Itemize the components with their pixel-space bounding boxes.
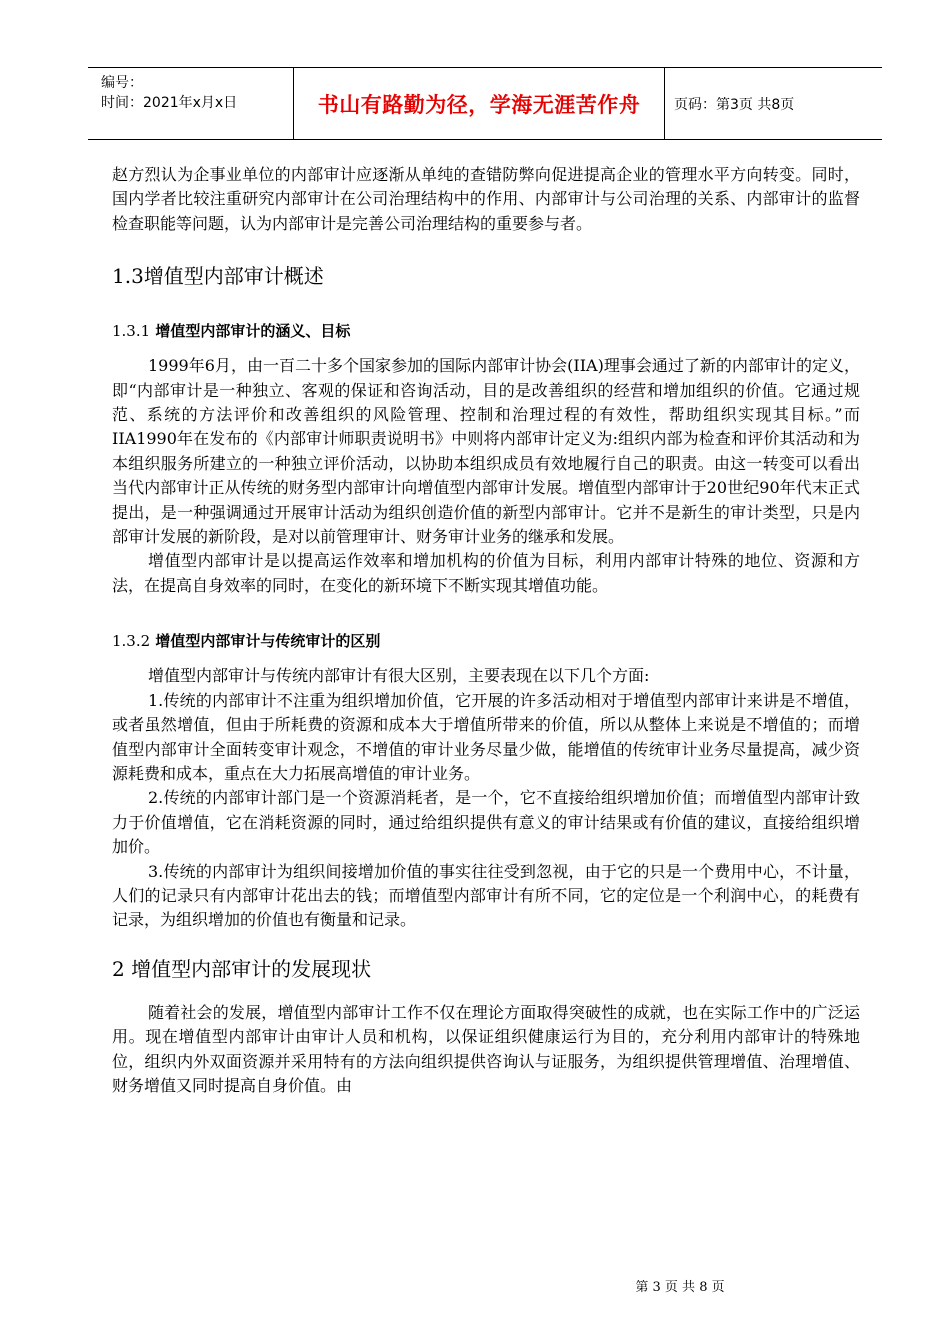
paragraph-value-added-goal: 增值型内部审计是以提高运作效率和增加机构的价值为目标，利用内部审计特殊的地位、资源和方法，在提高自身效率的同时，在变化的新环境下不断实现其增值功能。 — [112, 551, 860, 595]
header-meta — [88, 68, 293, 139]
section-number: 1.3 — [112, 264, 144, 289]
section-title: 增值型内部审计概述 — [143, 264, 324, 289]
paragraph-difference-1: 1.传统的内部审计不注重为组织增加价值，它开展的许多活动相对于增值型内部审计来讲是不增值，或者虽然增值，但由于所耗费的资源和成本大于增值所带来的价值，所以从整体上来说是不增值的；而增值型内部审计全面转变审计观念，不增值的审计业务尽量少做，能增值的传统审计业务尽量提高，减少资源耗费和成本，重点在大力拓展高增值的审计业务。 — [112, 690, 860, 783]
section-title: 增值型内部审计的涵义、目标 — [155, 322, 351, 341]
section-number: 1.3.1 — [112, 322, 151, 341]
header-motto: 书山有路勤为径，学海无涯苦作舟 — [293, 68, 665, 139]
section-number: 2 — [112, 956, 125, 981]
paragraph-difference-2: 2.传统的内部审计部门是一个资源消耗者，是一个，它不直接给组织增加价值；而增值型内部审计致力于价值增值，它在消耗资源的同时，通过给组织提供有意义的审计结果或有价值的建议，直接给组织增加价。 — [112, 788, 860, 857]
section-title: 增值型内部审计的发展现状 — [131, 956, 372, 981]
header-page-info: 页码：第3页 共8页 — [674, 96, 795, 113]
section-number: 1.3.2 — [112, 632, 151, 651]
page-footer: 第 3 页 共 8 页 — [635, 1280, 725, 1295]
section-heading-1-3-2 — [112, 630, 860, 652]
paragraph-differences-intro: 增值型内部审计与传统内部审计有很大区别，主要表现在以下几个方面: — [148, 666, 650, 686]
paragraph-intro: 赵方烈认为企事业单位的内部审计应逐渐从单纯的查错防弊向促进提高企业的管理水平方向转变。同时，国内学者比较注重研究内部审计在公司治理结构中的作用、内部审计与公司治理的关系、内部审计的监督检查职能等问题，认为内部审计是完善公司治理结构的重要参与者。 — [112, 165, 860, 233]
section-heading-2 — [112, 955, 860, 983]
document-number-label: 编号： — [101, 75, 143, 91]
section-heading-1-3-1 — [112, 320, 860, 342]
section-heading-1-3 — [112, 262, 860, 290]
page-header — [88, 67, 882, 140]
paragraph-iia-definition: 1999年6月，由一百二十多个国家参加的国际内部审计协会(IIA)理事会通过了新的内部审计的定义，即“内部审计是一种独立、客观的保证和咨询活动，目的是改善组织的经营和增加组织的价值。它通过规范、系统的方法评价和改善组织的风险管理、控制和治理过程的有效性，帮助组织实现其目标。”而IIA1990年在发布的《内部审计师职责说明书》中则将内部审计定义为:组织内部为检查和评价其活动和为本组织服务所建立的一种独立评价活动，以协助本组织成员有效地履行自己的职责。由这一转变可以看出当代内部审计正从传统的财务型内部审计向增值型内部审计发展。增值型内部审计于20世纪90年代末正式提出，是一种强调通过开展审计活动为组织创造价值的新型内部审计。它并不是新生的审计类型，只是内部审计发展的新阶段，是对以前管理审计、财务审计业务的继承和发展。 — [112, 356, 860, 547]
paragraph-difference-3: 3.传统的内部审计为组织间接增加价值的事实往往受到忽视，由于它的只是一个费用中心，不计量，人们的记录只有内部审计花出去的钱；而增值型内部审计有所不同，它的定位是一个利润中心，的耗费有记录，为组织增加的价值也有衡量和记录。 — [112, 861, 860, 930]
paragraph-development-status: 随着社会的发展，增值型内部审计工作不仅在理论方面取得突破性的成就，也在实际工作中的广泛运用。现在增值型内部审计由审计人员和机构，以保证组织健康运行为目的，充分利用内部审计的特殊地位，组织内外双面资源并采用特有的方法向组织提供咨询认与证服务，为组织提供管理增值、治理增值、财务增值又同时提高自身价值。由 — [112, 1002, 860, 1095]
document-time-label: 时间：2021年x月x日 — [101, 95, 238, 111]
document-body — [112, 163, 860, 1098]
section-title: 增值型内部审计与传统审计的区别 — [155, 632, 381, 651]
